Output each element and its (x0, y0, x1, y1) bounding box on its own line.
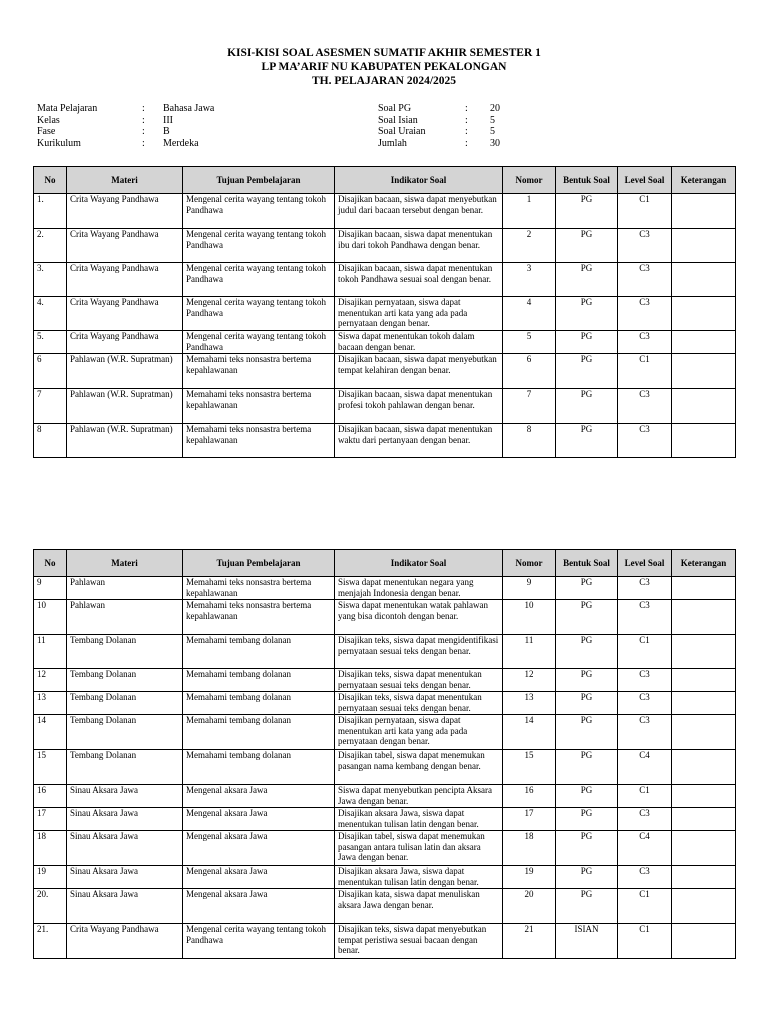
cell-materi: Sinau Aksara Jawa (67, 889, 183, 924)
cell-bentuk: PG (556, 229, 618, 263)
cell-bentuk: ISIAN (556, 924, 618, 959)
cell-level: C3 (618, 263, 672, 297)
cell-materi: Pahlawan (67, 600, 183, 635)
cell-indikator: Disajikan pernyataan, siswa dapat menentukan arti kata yang ada pada pernyataan dengan benar. (335, 297, 503, 331)
cell-keterangan (672, 889, 736, 924)
info-label: Soal Uraian (378, 126, 426, 137)
cell-indikator: Disajikan pernyataan, siswa dapat menentukan arti kata yang ada pada pernyataan dengan benar. (335, 715, 503, 750)
column-header: No (34, 167, 67, 194)
cell-nomor: 16 (503, 785, 556, 808)
cell-level: C3 (618, 866, 672, 889)
info-colon: : (142, 103, 145, 114)
column-header: Bentuk Soal (556, 550, 618, 577)
cell-keterangan (672, 600, 736, 635)
cell-indikator: Disajikan teks, siswa dapat menentukan pernyataan sesuai teks dengan benar. (335, 669, 503, 692)
title-line-1: KISI-KISI SOAL ASESMEN SUMATIF AKHIR SEMESTER 1 (227, 47, 541, 59)
info-value: 30 (490, 137, 500, 149)
column-header: No (34, 550, 67, 577)
cell-keterangan (672, 785, 736, 808)
cell-level: C1 (618, 889, 672, 924)
cell-level: C3 (618, 808, 672, 831)
cell-nomor: 12 (503, 669, 556, 692)
column-header: Keterangan (672, 167, 736, 194)
cell-nomor: 10 (503, 600, 556, 635)
cell-nomor: 8 (503, 424, 556, 458)
cell-no: 3. (34, 263, 67, 297)
cell-indikator: Siswa dapat menyebutkan pencipta Aksara Jawa dengan benar. (335, 785, 503, 808)
cell-bentuk: PG (556, 785, 618, 808)
cell-no: 4. (34, 297, 67, 331)
cell-keterangan (672, 808, 736, 831)
cell-no: 1. (34, 194, 67, 229)
cell-keterangan (672, 715, 736, 750)
cell-tujuan: Mengenal cerita wayang tentang tokoh Pandhawa (183, 297, 335, 331)
info-colon: : (142, 114, 145, 126)
cell-bentuk: PG (556, 750, 618, 785)
cell-bentuk: PG (556, 692, 618, 715)
column-header: Bentuk Soal (556, 167, 618, 194)
cell-level: C3 (618, 389, 672, 424)
cell-indikator: Disajikan aksara Jawa, siswa dapat menentukan tulisan latin dengan benar. (335, 808, 503, 831)
info-colon: : (465, 126, 468, 137)
cell-no: 7 (34, 389, 67, 424)
cell-bentuk: PG (556, 424, 618, 458)
cell-level: C4 (618, 750, 672, 785)
cell-bentuk: PG (556, 331, 618, 354)
cell-no: 18 (34, 831, 67, 866)
cell-indikator: Disajikan tabel, siswa dapat menemukan pasangan nama kembang dengan benar. (335, 750, 503, 785)
cell-bentuk: PG (556, 389, 618, 424)
cell-bentuk: PG (556, 889, 618, 924)
cell-indikator: Disajikan bacaan, siswa dapat menentukan profesi tokoh pahlawan dengan benar. (335, 389, 503, 424)
info-label: Soal PG (378, 103, 412, 114)
cell-no: 16 (34, 785, 67, 808)
cell-keterangan (672, 389, 736, 424)
table-row (34, 785, 736, 808)
info-value: 5 (490, 114, 495, 126)
column-header: Tujuan Pembelajaran (183, 550, 335, 577)
cell-tujuan: Memahami tembang dolanan (183, 715, 335, 750)
info-value: 5 (490, 126, 495, 137)
info-label: Kelas (37, 114, 60, 126)
cell-bentuk: PG (556, 715, 618, 750)
cell-indikator: Disajikan tabel, siswa dapat menemukan pasangan antara tulisan latin dan aksara Jawa dengan benar. (335, 831, 503, 866)
table-row (34, 354, 736, 389)
table-row (34, 331, 736, 354)
info-label: Kurikulum (37, 137, 81, 149)
info-colon: : (465, 137, 468, 149)
cell-indikator: Siswa dapat menentukan watak pahlawan yang bisa dicontoh dengan benar. (335, 600, 503, 635)
cell-no: 6 (34, 354, 67, 389)
table-row (34, 577, 736, 600)
cell-nomor: 14 (503, 715, 556, 750)
cell-tujuan: Mengenal aksara Jawa (183, 866, 335, 889)
info-value: 20 (490, 103, 500, 114)
column-header: Nomor (503, 167, 556, 194)
table-row (34, 692, 736, 715)
cell-indikator: Disajikan aksara Jawa, siswa dapat menentukan tulisan latin dengan benar. (335, 866, 503, 889)
info-row (37, 138, 214, 150)
table-row (34, 808, 736, 831)
cell-tujuan: Memahami tembang dolanan (183, 692, 335, 715)
cell-materi: Pahlawan (W.R. Supratman) (67, 424, 183, 458)
info-value: Bahasa Jawa (163, 103, 215, 114)
cell-keterangan (672, 669, 736, 692)
cell-tujuan: Mengenal aksara Jawa (183, 808, 335, 831)
cell-tujuan: Memahami teks nonsastra bertema kepahlawanan (183, 354, 335, 389)
cell-materi: Pahlawan (W.R. Supratman) (67, 354, 183, 389)
cell-nomor: 4 (503, 297, 556, 331)
table-header-row (34, 550, 736, 577)
cell-level: C4 (618, 831, 672, 866)
cell-level: C3 (618, 600, 672, 635)
info-row (37, 126, 214, 138)
cell-level: C3 (618, 424, 672, 458)
table-row (34, 669, 736, 692)
cell-materi: Tembang Dolanan (67, 635, 183, 669)
cell-nomor: 7 (503, 389, 556, 424)
cell-bentuk: PG (556, 669, 618, 692)
cell-level: C3 (618, 669, 672, 692)
cell-indikator: Disajikan bacaan, siswa dapat menentukan waktu dari pertanyaan dengan benar. (335, 424, 503, 458)
cell-nomor: 11 (503, 635, 556, 669)
cell-tujuan: Mengenal cerita wayang tentang tokoh Pandhawa (183, 194, 335, 229)
cell-materi: Crita Wayang Pandhawa (67, 263, 183, 297)
cell-level: C3 (618, 715, 672, 750)
table-row (34, 389, 736, 424)
column-header: Keterangan (672, 550, 736, 577)
cell-materi: Tembang Dolanan (67, 669, 183, 692)
cell-materi: Sinau Aksara Jawa (67, 808, 183, 831)
info-value: Merdeka (163, 137, 199, 149)
cell-keterangan (672, 354, 736, 389)
cell-keterangan (672, 635, 736, 669)
table-row (34, 889, 736, 924)
cell-bentuk: PG (556, 831, 618, 866)
cell-no: 9 (34, 577, 67, 600)
info-row (378, 126, 500, 138)
cell-indikator: Siswa dapat menentukan tokoh dalam bacaan dengan benar. (335, 331, 503, 354)
column-header: Indikator Soal (335, 550, 503, 577)
info-label: Soal Isian (378, 114, 418, 126)
cell-nomor: 21 (503, 924, 556, 959)
cell-nomor: 20 (503, 889, 556, 924)
cell-indikator: Disajikan bacaan, siswa dapat menyebutkan tempat kelahiran dengan benar. (335, 354, 503, 389)
question-count-info (378, 103, 500, 149)
cell-level: C3 (618, 229, 672, 263)
cell-level: C1 (618, 924, 672, 959)
info-label: Fase (37, 126, 56, 137)
cell-materi: Sinau Aksara Jawa (67, 866, 183, 889)
cell-tujuan: Memahami teks nonsastra bertema kepahlawanan (183, 424, 335, 458)
cell-level: C1 (618, 785, 672, 808)
cell-nomor: 17 (503, 808, 556, 831)
cell-tujuan: Mengenal aksara Jawa (183, 889, 335, 924)
subject-info (37, 103, 214, 149)
cell-keterangan (672, 831, 736, 866)
cell-tujuan: Memahami teks nonsastra bertema kepahlawanan (183, 389, 335, 424)
cell-no: 19 (34, 866, 67, 889)
cell-indikator: Disajikan teks, siswa dapat mengidentifikasi pernyataan sesuai teks dengan benar. (335, 635, 503, 669)
table-row (34, 635, 736, 669)
cell-bentuk: PG (556, 808, 618, 831)
table-row (34, 715, 736, 750)
info-colon: : (142, 137, 145, 149)
cell-bentuk: PG (556, 263, 618, 297)
cell-nomor: 6 (503, 354, 556, 389)
cell-materi: Crita Wayang Pandhawa (67, 331, 183, 354)
cell-tujuan: Mengenal aksara Jawa (183, 831, 335, 866)
cell-no: 11 (34, 635, 67, 669)
column-header: Nomor (503, 550, 556, 577)
cell-indikator: Disajikan teks, siswa dapat menentukan pernyataan sesuai teks dengan benar. (335, 692, 503, 715)
info-row (378, 103, 500, 115)
cell-tujuan: Mengenal cerita wayang tentang tokoh Pandhawa (183, 229, 335, 263)
cell-tujuan: Memahami teks nonsastra bertema kepahlawanan (183, 577, 335, 600)
info-row (378, 115, 500, 127)
cell-keterangan (672, 577, 736, 600)
info-row (37, 103, 214, 115)
info-label: Mata Pelajaran (37, 103, 98, 114)
title-line-2: LP MA’ARIF NU KABUPATEN PEKALONGAN (261, 61, 507, 73)
cell-keterangan (672, 924, 736, 959)
cell-no: 10 (34, 600, 67, 635)
cell-keterangan (672, 692, 736, 715)
cell-materi: Crita Wayang Pandhawa (67, 297, 183, 331)
cell-materi: Crita Wayang Pandhawa (67, 194, 183, 229)
info-colon: : (465, 114, 468, 126)
column-header: Materi (67, 550, 183, 577)
cell-keterangan (672, 331, 736, 354)
document-title (0, 46, 768, 88)
table-header-row (34, 167, 736, 194)
info-value: III (163, 114, 173, 126)
info-value: B (163, 126, 170, 137)
cell-materi: Crita Wayang Pandhawa (67, 229, 183, 263)
cell-bentuk: PG (556, 354, 618, 389)
cell-no: 2. (34, 229, 67, 263)
cell-indikator: Disajikan kata, siswa dapat menuliskan aksara Jawa dengan benar. (335, 889, 503, 924)
cell-materi: Pahlawan (67, 577, 183, 600)
cell-tujuan: Mengenal cerita wayang tentang tokoh Pandhawa (183, 263, 335, 297)
cell-tujuan: Memahami tembang dolanan (183, 669, 335, 692)
info-colon: : (465, 103, 468, 114)
info-row (37, 115, 214, 127)
cell-nomor: 2 (503, 229, 556, 263)
cell-nomor: 18 (503, 831, 556, 866)
cell-level: C1 (618, 354, 672, 389)
cell-bentuk: PG (556, 577, 618, 600)
cell-no: 8 (34, 424, 67, 458)
table-row (34, 424, 736, 458)
cell-keterangan (672, 866, 736, 889)
cell-level: C3 (618, 297, 672, 331)
cell-no: 17 (34, 808, 67, 831)
cell-tujuan: Mengenal cerita wayang tentang tokoh Pandhawa (183, 924, 335, 959)
table-row (34, 750, 736, 785)
cell-keterangan (672, 297, 736, 331)
cell-tujuan: Memahami tembang dolanan (183, 635, 335, 669)
cell-bentuk: PG (556, 194, 618, 229)
column-header: Materi (67, 167, 183, 194)
cell-indikator: Disajikan bacaan, siswa dapat menentukan tokoh Pandhawa sesuai soal dengan benar. (335, 263, 503, 297)
cell-level: C1 (618, 635, 672, 669)
cell-nomor: 1 (503, 194, 556, 229)
cell-materi: Tembang Dolanan (67, 750, 183, 785)
cell-indikator: Disajikan bacaan, siswa dapat menyebutkan judul dari bacaan tersebut dengan benar. (335, 194, 503, 229)
cell-keterangan (672, 194, 736, 229)
cell-bentuk: PG (556, 635, 618, 669)
cell-level: C3 (618, 577, 672, 600)
cell-no: 15 (34, 750, 67, 785)
column-header: Tujuan Pembelajaran (183, 167, 335, 194)
cell-indikator: Siswa dapat menentukan negara yang menjajah Indonesia dengan benar. (335, 577, 503, 600)
cell-keterangan (672, 424, 736, 458)
cell-no: 12 (34, 669, 67, 692)
column-header: Indikator Soal (335, 167, 503, 194)
column-header: Level Soal (618, 167, 672, 194)
table-row (34, 194, 736, 229)
info-row (378, 138, 500, 150)
cell-no: 21. (34, 924, 67, 959)
info-colon: : (142, 126, 145, 137)
cell-materi: Pahlawan (W.R. Supratman) (67, 389, 183, 424)
table-row (34, 924, 736, 959)
table-row (34, 229, 736, 263)
cell-level: C1 (618, 194, 672, 229)
table-row (34, 297, 736, 331)
cell-materi: Tembang Dolanan (67, 692, 183, 715)
cell-tujuan: Memahami tembang dolanan (183, 750, 335, 785)
cell-bentuk: PG (556, 600, 618, 635)
blueprint-table-2 (33, 549, 736, 959)
cell-no: 14 (34, 715, 67, 750)
cell-no: 20. (34, 889, 67, 924)
cell-keterangan (672, 229, 736, 263)
cell-nomor: 5 (503, 331, 556, 354)
cell-keterangan (672, 263, 736, 297)
column-header: Level Soal (618, 550, 672, 577)
cell-nomor: 9 (503, 577, 556, 600)
cell-nomor: 15 (503, 750, 556, 785)
cell-materi: Tembang Dolanan (67, 715, 183, 750)
cell-no: 5. (34, 331, 67, 354)
table-row (34, 600, 736, 635)
cell-nomor: 13 (503, 692, 556, 715)
cell-nomor: 19 (503, 866, 556, 889)
cell-materi: Sinau Aksara Jawa (67, 785, 183, 808)
cell-tujuan: Mengenal aksara Jawa (183, 785, 335, 808)
cell-bentuk: PG (556, 297, 618, 331)
cell-tujuan: Memahami teks nonsastra bertema kepahlawanan (183, 600, 335, 635)
table-row (34, 866, 736, 889)
cell-nomor: 3 (503, 263, 556, 297)
cell-materi: Sinau Aksara Jawa (67, 831, 183, 866)
cell-level: C3 (618, 331, 672, 354)
info-label: Jumlah (378, 137, 407, 149)
cell-bentuk: PG (556, 866, 618, 889)
blueprint-table-1 (33, 166, 736, 458)
cell-level: C3 (618, 692, 672, 715)
table-row (34, 831, 736, 866)
cell-keterangan (672, 750, 736, 785)
title-line-3: TH. PELAJARAN 2024/2025 (311, 75, 457, 87)
cell-indikator: Disajikan teks, siswa dapat menyebutkan tempat peristiwa sesuai bacaan dengan benar. (335, 924, 503, 959)
cell-indikator: Disajikan bacaan, siswa dapat menentukan ibu dari tokoh Pandhawa dengan benar. (335, 229, 503, 263)
cell-tujuan: Mengenal cerita wayang tentang tokoh Pandhawa (183, 331, 335, 354)
table-row (34, 263, 736, 297)
cell-no: 13 (34, 692, 67, 715)
cell-materi: Crita Wayang Pandhawa (67, 924, 183, 959)
